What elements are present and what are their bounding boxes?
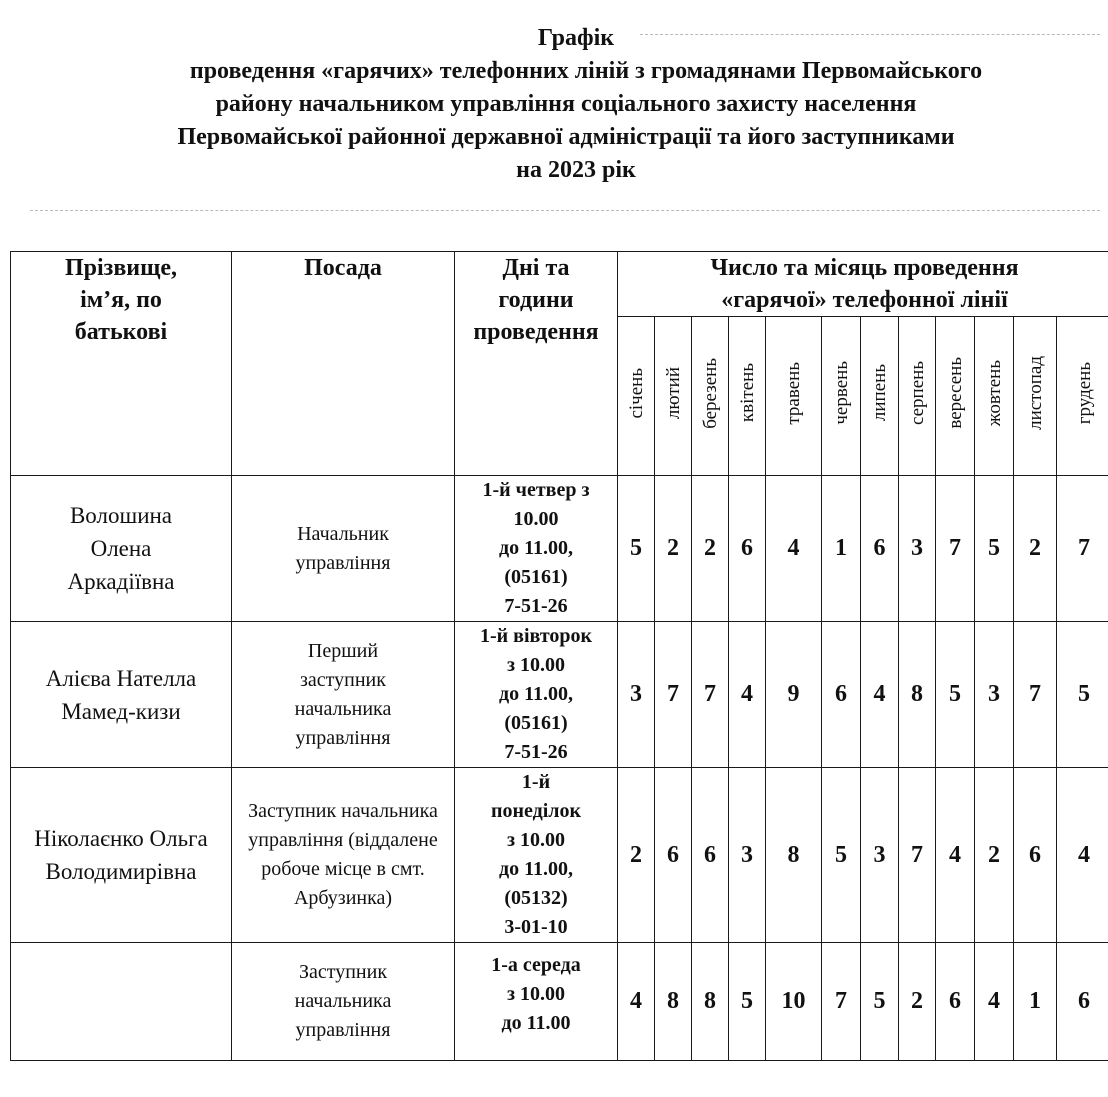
person-position: Заступник начальника управління (віддалене робоче місце в смт. Арбузинка) (232, 768, 455, 943)
day-cell: 1 (1014, 943, 1057, 1061)
month-header (936, 317, 975, 476)
month-header (729, 317, 766, 476)
month-label: червень (830, 361, 852, 425)
month-header (861, 317, 899, 476)
day-cell: 4 (936, 768, 975, 943)
day-cell: 7 (655, 622, 692, 768)
month-header (655, 317, 692, 476)
month-label: липень (869, 364, 890, 422)
day-cell: 8 (655, 943, 692, 1061)
header-hours-text: Дні та години проведення (473, 255, 599, 345)
person-position: Начальник управління (232, 476, 455, 622)
day-cell: 2 (1014, 476, 1057, 622)
hotline-hours (455, 943, 618, 1061)
hours-line: 1-й (521, 771, 551, 793)
hours-line: 10.00 (513, 508, 559, 530)
month-header (899, 317, 936, 476)
day-cell: 2 (692, 476, 729, 622)
day-cell: 5 (729, 943, 766, 1061)
person-position: Заступник начальника управління (232, 943, 455, 1061)
header-name (11, 252, 232, 476)
hours-line: (05132) (504, 887, 568, 909)
month-label: травень (783, 361, 804, 425)
day-cell: 7 (1014, 622, 1057, 768)
day-cell: 6 (936, 943, 975, 1061)
day-cell: 4 (975, 943, 1014, 1061)
day-cell: 7 (899, 768, 936, 943)
day-cell: 8 (692, 943, 729, 1061)
month-label: січень (625, 367, 647, 419)
day-cell: 4 (729, 622, 766, 768)
hours-line: з 10.00 (506, 829, 566, 851)
day-cell: 4 (861, 622, 899, 768)
day-cell: 7 (822, 943, 861, 1061)
day-cell: 4 (618, 943, 655, 1061)
day-cell: 7 (1057, 476, 1108, 622)
month-header (822, 317, 861, 476)
day-cell: 6 (729, 476, 766, 622)
day-cell: 5 (975, 476, 1014, 622)
document-title (60, 22, 1108, 187)
month-label: листопад (1024, 356, 1046, 430)
month-header (1057, 317, 1108, 476)
header-position-text: Посада (304, 255, 382, 281)
day-cell: 3 (975, 622, 1014, 768)
month-header (766, 317, 822, 476)
day-cell: 4 (766, 476, 822, 622)
hours-line: 7-51-26 (504, 595, 568, 617)
hotline-hours (455, 476, 618, 622)
day-cell: 8 (899, 622, 936, 768)
month-label: вересень (944, 357, 966, 429)
day-cell: 8 (766, 768, 822, 943)
hours-line: 7-51-26 (504, 741, 568, 763)
hours-line: до 11.00, (498, 683, 573, 705)
person-name (11, 943, 232, 1061)
header-name-text: Прізвище, ім’я, по батькові (64, 255, 178, 345)
hours-line: з 10.00 (506, 983, 566, 1005)
day-cell: 5 (1057, 622, 1108, 768)
day-cell: 2 (975, 768, 1014, 943)
hours-line: 1-й четвер з (482, 479, 590, 501)
hotline-hours (455, 768, 618, 943)
month-header (1014, 317, 1057, 476)
month-label: березень (699, 357, 721, 429)
header-hours (455, 252, 618, 476)
day-cell: 6 (692, 768, 729, 943)
day-cell: 6 (655, 768, 692, 943)
header-months-group-text: Число та місяць проведення «гарячої» телефонної лінії (710, 255, 1019, 313)
month-label: серпень (906, 360, 928, 426)
scan-artifact-line (30, 210, 1100, 211)
title-line: проведення «гарячих» телефонних ліній з громадянами Первомайського (189, 58, 983, 84)
hours-line: 1-а середа (491, 954, 581, 976)
hours-line: (05161) (504, 712, 568, 734)
day-cell: 9 (766, 622, 822, 768)
day-cell: 10 (766, 943, 822, 1061)
day-cell: 5 (936, 622, 975, 768)
month-header (618, 317, 655, 476)
day-cell: 3 (861, 768, 899, 943)
title-line: району начальником управління соціального захисту населення (215, 91, 917, 117)
hours-line: 3-01-10 (504, 916, 568, 938)
person-name: Ніколаєнко Ольга Володимирівна (11, 768, 232, 943)
month-label: квітень (736, 363, 758, 423)
day-cell: 1 (822, 476, 861, 622)
hotline-schedule-table (10, 251, 1108, 1061)
title-line: Графік (537, 25, 615, 51)
header-months-group (618, 252, 1108, 317)
person-name: Волошина Олена Аркадіївна (11, 476, 232, 622)
title-line: на 2023 рік (516, 157, 636, 183)
day-cell: 6 (1057, 943, 1108, 1061)
day-cell: 5 (618, 476, 655, 622)
month-label: грудень (1073, 361, 1095, 425)
hours-line: до 11.00, (498, 858, 573, 880)
day-cell: 4 (1057, 768, 1108, 943)
table-row (11, 943, 1108, 1061)
day-cell: 5 (822, 768, 861, 943)
day-cell: 6 (1014, 768, 1057, 943)
month-label: лютий (662, 366, 684, 420)
day-cell: 3 (729, 768, 766, 943)
day-cell: 6 (861, 476, 899, 622)
day-cell: 2 (899, 943, 936, 1061)
table-row (11, 476, 1108, 622)
hours-line: понеділок (490, 800, 582, 822)
hours-line: з 10.00 (506, 654, 566, 676)
day-cell: 2 (618, 768, 655, 943)
day-cell: 7 (936, 476, 975, 622)
hours-line: до 11.00, (498, 537, 573, 559)
header-position (232, 252, 455, 476)
day-cell: 3 (899, 476, 936, 622)
month-header (692, 317, 729, 476)
person-position: Перший заступник начальника управління (232, 622, 455, 768)
hours-line: 1-й вівторок (479, 625, 593, 647)
hotline-hours (455, 622, 618, 768)
person-name: Алієва Нателла Мамед-кизи (11, 622, 232, 768)
table-row (11, 622, 1108, 768)
day-cell: 3 (618, 622, 655, 768)
day-cell: 7 (692, 622, 729, 768)
title-line: Первомайської районної державної адміністрації та його заступниками (177, 124, 955, 150)
table-row (11, 768, 1108, 943)
hours-line: (05161) (504, 566, 568, 588)
day-cell: 5 (861, 943, 899, 1061)
hours-line: до 11.00 (501, 1012, 571, 1034)
day-cell: 2 (655, 476, 692, 622)
month-header (975, 317, 1014, 476)
day-cell: 6 (822, 622, 861, 768)
month-label: жовтень (983, 359, 1005, 427)
